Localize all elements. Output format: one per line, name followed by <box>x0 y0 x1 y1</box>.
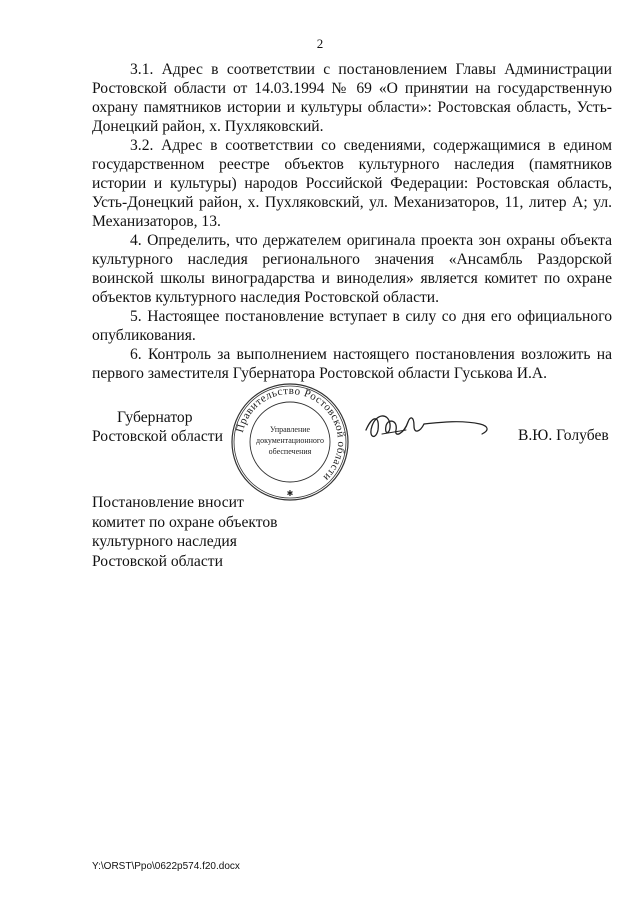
official-seal <box>228 380 352 504</box>
seal-outer-text: Правительство Ростовской области <box>233 384 348 484</box>
submitter-line4: Ростовской области <box>92 552 223 570</box>
submitter-line3: культурного наследия <box>92 533 237 550</box>
signature-block <box>0 380 640 510</box>
submitter-line2: комитет по охране объектов <box>92 513 278 531</box>
paragraph-3-2: 3.2. Адрес в соответствии со сведениями, содержащимися в едином государственном реестре объектов культурного наследия (памятников истории и культуры) народов Российской Федерации: Ростовская область, Усть-Донецкий район, х. Пухляковский, ул. Механизаторов, 11, литер А; ул. Механизаторов, 13. <box>92 137 612 230</box>
document-body <box>92 60 612 383</box>
paragraph-6: 6. Контроль за выполнением настоящего постановления возложить на первого заместителя Губернатора Ростовской области Гуськова И.А. <box>92 346 612 382</box>
seal-inner-line3: обеспечения <box>268 447 312 456</box>
governor-title <box>92 408 223 446</box>
governor-name: В.Ю. Голубев <box>518 427 609 444</box>
paragraph-4: 4. Определить, что держателем оригинала проекта зон охраны объекта культурного наследия регионального значения «Ансамбль Раздорской воинской школы виноградарства и виноделия» является комитет по охране объектов культурного наследия Ростовской области. <box>92 232 612 306</box>
paragraph-5: 5. Настоящее постановление вступает в силу со дня его официального опубликования. <box>92 308 612 344</box>
governor-title-line2: Ростовской области <box>92 428 223 445</box>
footer-file-path: Y:\ORST\Ppo\0622p574.f20.docx <box>92 861 240 872</box>
page-number: 2 <box>316 36 324 51</box>
handwritten-signature <box>362 404 492 444</box>
governor-title-line1: Губернатор <box>117 409 193 426</box>
paragraph-3-1: 3.1. Адрес в соответствии с постановлением Главы Администрации Ростовской области от 14.03.1994 № 69 «О принятии на государственную охрану памятников истории и культуры области»: Ростовская область, Усть-Донецкий район, х. Пухляковский. <box>92 61 612 135</box>
submitter-block <box>92 493 278 571</box>
seal-star-icon: ✱ <box>286 489 294 498</box>
submitter-line1: Постановление вносит <box>92 494 244 511</box>
seal-inner-line1: Управление <box>269 425 311 434</box>
seal-inner-line2: документационного <box>256 436 324 445</box>
